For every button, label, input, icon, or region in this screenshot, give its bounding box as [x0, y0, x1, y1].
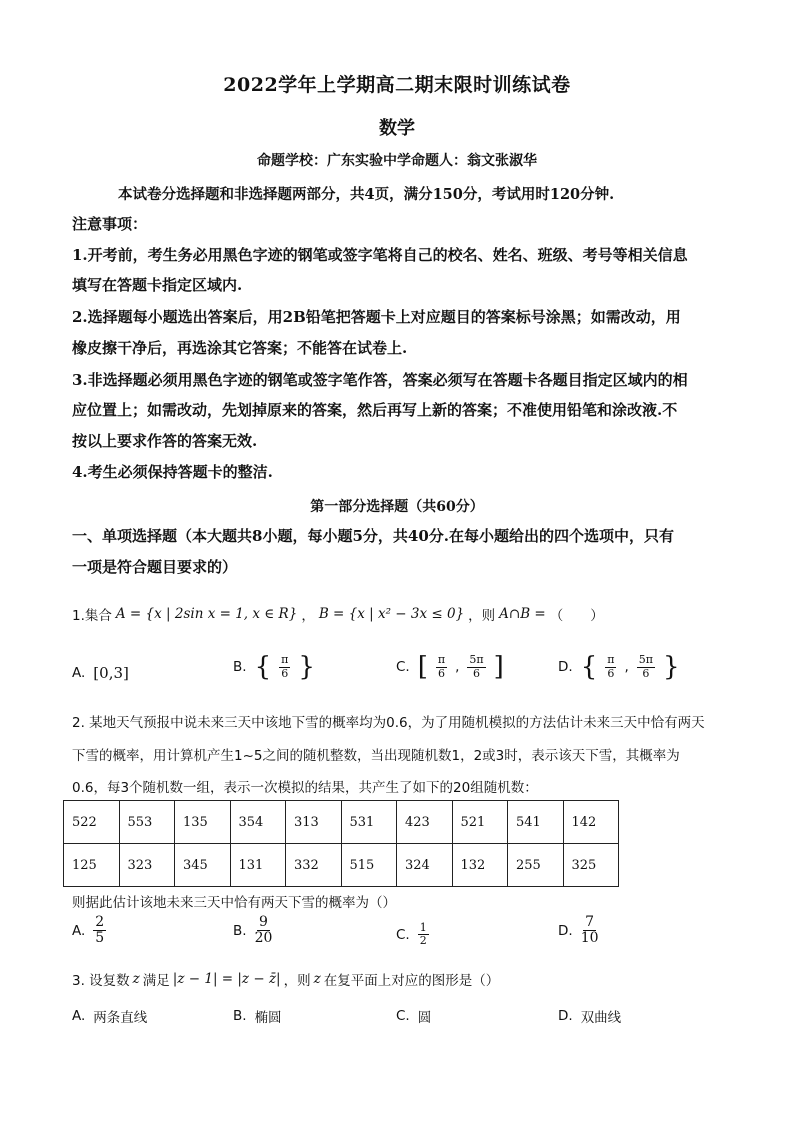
table-cell: 541	[508, 801, 564, 844]
q2-option-b	[233, 915, 272, 947]
q1-option-b-den: 6	[281, 666, 289, 680]
q1-option-c-den-1: 6	[437, 666, 445, 680]
table-cell: 135	[175, 801, 231, 844]
q1-option-a-label: A.	[72, 665, 86, 681]
table-cell: 255	[508, 844, 564, 887]
table-cell: 332	[286, 844, 342, 887]
q1-option-c-bracket-right: ]	[493, 652, 504, 682]
q2-option-c	[396, 922, 429, 947]
q1-set-b: B = {x | x² − 3x ≤ 0}	[318, 606, 465, 622]
question-2-prompt: 则据此估计该地未来三天中恰有两天下雪的概率为（）	[72, 895, 396, 911]
table-cell: 515	[341, 844, 397, 887]
q3-option-d	[558, 1006, 621, 1026]
q1-option-b-num: π	[281, 653, 289, 667]
q1-answer-paren: （ ）	[549, 608, 604, 624]
q3-variable: z	[132, 971, 140, 987]
table-cell: 323	[119, 844, 175, 887]
table-cell: 125	[64, 844, 120, 887]
q2-option-c-num: 1	[419, 921, 427, 934]
q3-option-a-text: 两条直线	[93, 1010, 148, 1026]
table-row	[64, 801, 619, 844]
note-3-line-3: 按以上要求作答的答案无效.	[72, 432, 258, 450]
q1-option-b-brace-right: }	[298, 652, 315, 682]
q2-option-b-den: 20	[254, 930, 273, 947]
q2-option-c-fraction	[418, 922, 429, 947]
table-cell: 131	[230, 844, 286, 887]
section-title: 第一部分选择题（共60分）	[310, 499, 484, 515]
q2-option-a-label: A.	[72, 922, 86, 939]
table-cell: 531	[341, 801, 397, 844]
q1-option-c	[396, 654, 504, 680]
q1-prefix: 1.集合	[72, 608, 112, 624]
note-3-line-2: 应位置上；如需改动，先划掉原来的答案，然后再写上新的答案；不准使用铅笔和涂改液.不	[72, 401, 678, 419]
q2-option-d-den: 10	[580, 930, 599, 947]
question-2-line-2: 下雪的概率，用计算机产生1~5之间的随机整数，当出现随机数1，2或3时，表示该天下雪，其概率为	[72, 748, 680, 764]
q1-expression: A∩B =	[499, 606, 546, 622]
question-2-line-1: 2. 某地天气预报中说未来三天中该地下雪的概率均为0.6，为了用随机模拟的方法估计未来三天中恰有两天	[72, 715, 705, 731]
table-cell: 354	[230, 801, 286, 844]
q2-option-b-label: B.	[233, 922, 247, 939]
q3-option-a	[72, 1006, 147, 1026]
q3-condition: |z − 1| = |z − z̄|	[172, 971, 281, 987]
q1-option-c-comma: ,	[455, 659, 460, 675]
q1-option-d-label: D.	[558, 659, 573, 675]
table-cell: 325	[563, 844, 619, 887]
question-2-line-3: 0.6，每3个随机数一组，表示一次模拟的结果，共产生了如下的20组随机数：	[72, 780, 538, 796]
q1-option-b-label: B.	[233, 659, 247, 675]
table-cell: 553	[119, 801, 175, 844]
table-cell: 521	[452, 801, 508, 844]
q1-option-a	[72, 664, 129, 682]
table-cell: 423	[397, 801, 453, 844]
exam-intro: 本试卷分选择题和非选择题两部分，共4页，满分150分，考试用时120分钟.	[118, 186, 615, 203]
q1-option-d-num-1: π	[607, 653, 615, 667]
q1-option-d-num-2: 5π	[638, 653, 653, 667]
note-4: 4.考生必须保持答题卡的整洁.	[72, 463, 273, 481]
q3-option-a-label: A.	[72, 1008, 86, 1024]
note-2-line-1: 2.选择题每小题选出答案后，用2B铅笔把答题卡上对应题目的答案标号涂黑；如需改动，用	[72, 308, 681, 326]
table-cell: 324	[397, 844, 453, 887]
q1-option-b-brace-left: {	[254, 652, 272, 682]
q3-option-b	[233, 1006, 282, 1026]
section-instructions-line-1: 一、单项选择题（本大题共8小题，每小题5分，共40分.在每小题给出的四个选项中，只有	[72, 527, 674, 545]
table-row	[64, 844, 619, 887]
q3-mid: 满足	[142, 973, 170, 989]
q2-option-a-den: 5	[95, 930, 105, 947]
notes-heading: 注意事项：	[72, 215, 148, 233]
exam-title: 2022学年上学期高二期末限时训练试卷	[223, 74, 571, 96]
section-instructions-line-2: 一项是符合题目要求的）	[72, 558, 238, 576]
q3-option-c	[396, 1006, 431, 1026]
random-number-table	[63, 800, 619, 887]
q2-option-c-den: 2	[419, 934, 427, 948]
q3-option-c-text: 圆	[417, 1010, 432, 1026]
q1-option-b	[233, 654, 315, 680]
q3-suffix: ，则	[283, 973, 311, 989]
q1-option-d-comma: ,	[624, 659, 629, 675]
q3-variable-2: z	[313, 971, 321, 987]
table-cell: 522	[64, 801, 120, 844]
q1-suffix: ，则	[468, 608, 496, 624]
table-cell: 345	[175, 844, 231, 887]
question-1-stem	[72, 604, 604, 624]
q1-option-c-label: C.	[396, 659, 410, 675]
q1-option-b-fraction	[279, 654, 290, 679]
table-cell: 313	[286, 801, 342, 844]
q2-option-a	[72, 915, 106, 947]
q1-option-d-brace-right: }	[663, 652, 680, 682]
note-1-line-1: 1.开考前，考生务必用黑色字迹的钢笔或签字笔将自己的校名、姓名、班级、考号等相关信息	[72, 246, 688, 264]
question-3-stem	[72, 969, 499, 989]
q3-option-b-text: 椭圆	[254, 1010, 282, 1026]
q1-option-d-fraction-1	[605, 654, 616, 679]
q1-option-d-den-2: 6	[642, 666, 650, 680]
q1-option-c-fraction-1	[436, 654, 447, 679]
q1-separator: ，	[301, 608, 315, 624]
table-cell: 142	[563, 801, 619, 844]
q1-option-d	[558, 654, 680, 680]
note-2-line-2: 橡皮擦干净后，再选涂其它答案；不能答在试卷上.	[72, 339, 408, 357]
q1-option-c-den-2: 6	[473, 666, 481, 680]
q3-option-d-label: D.	[558, 1008, 573, 1024]
q1-option-c-fraction-2	[467, 654, 485, 679]
q3-option-d-text: 双曲线	[580, 1010, 622, 1026]
q3-option-b-label: B.	[233, 1008, 247, 1024]
q2-option-a-fraction	[93, 915, 106, 947]
q2-option-d-label: D.	[558, 922, 573, 939]
q2-option-b-num: 9	[259, 914, 268, 930]
q2-option-d	[558, 915, 599, 947]
q1-option-a-value: [0,3]	[93, 664, 129, 682]
q3-option-c-label: C.	[396, 1008, 410, 1024]
q1-option-c-bracket-left: [	[417, 652, 428, 682]
table-cell: 132	[452, 844, 508, 887]
q2-option-d-num: 7	[585, 914, 595, 930]
q3-prefix: 3. 设复数	[72, 973, 130, 989]
note-3-line-1: 3.非选择题必须用黑色字迹的钢笔或签字笔作答，答案必须写在答题卡各题目指定区域内的相	[72, 371, 688, 389]
q2-option-d-fraction	[581, 915, 599, 947]
q3-suffix-2: 在复平面上对应的图形是（）	[323, 973, 500, 989]
exam-subject: 数学	[379, 118, 415, 139]
q2-option-c-label: C.	[396, 926, 410, 943]
q2-option-a-num: 2	[95, 914, 105, 930]
q1-option-d-brace-left: {	[580, 652, 598, 682]
q1-option-c-num-2: 5π	[469, 653, 484, 667]
q1-option-d-fraction-2	[637, 654, 655, 679]
note-1-line-2: 填写在答题卡指定区域内.	[72, 276, 243, 294]
q1-option-c-num-1: π	[437, 653, 446, 667]
q2-option-b-fraction	[255, 915, 273, 947]
q1-option-d-den-1: 6	[607, 666, 615, 680]
school-line: 命题学校：广东实验中学命题人：翁文张淑华	[257, 153, 537, 169]
q1-set-a: A = {x | 2sin x = 1, x ∈ R}	[115, 606, 298, 622]
